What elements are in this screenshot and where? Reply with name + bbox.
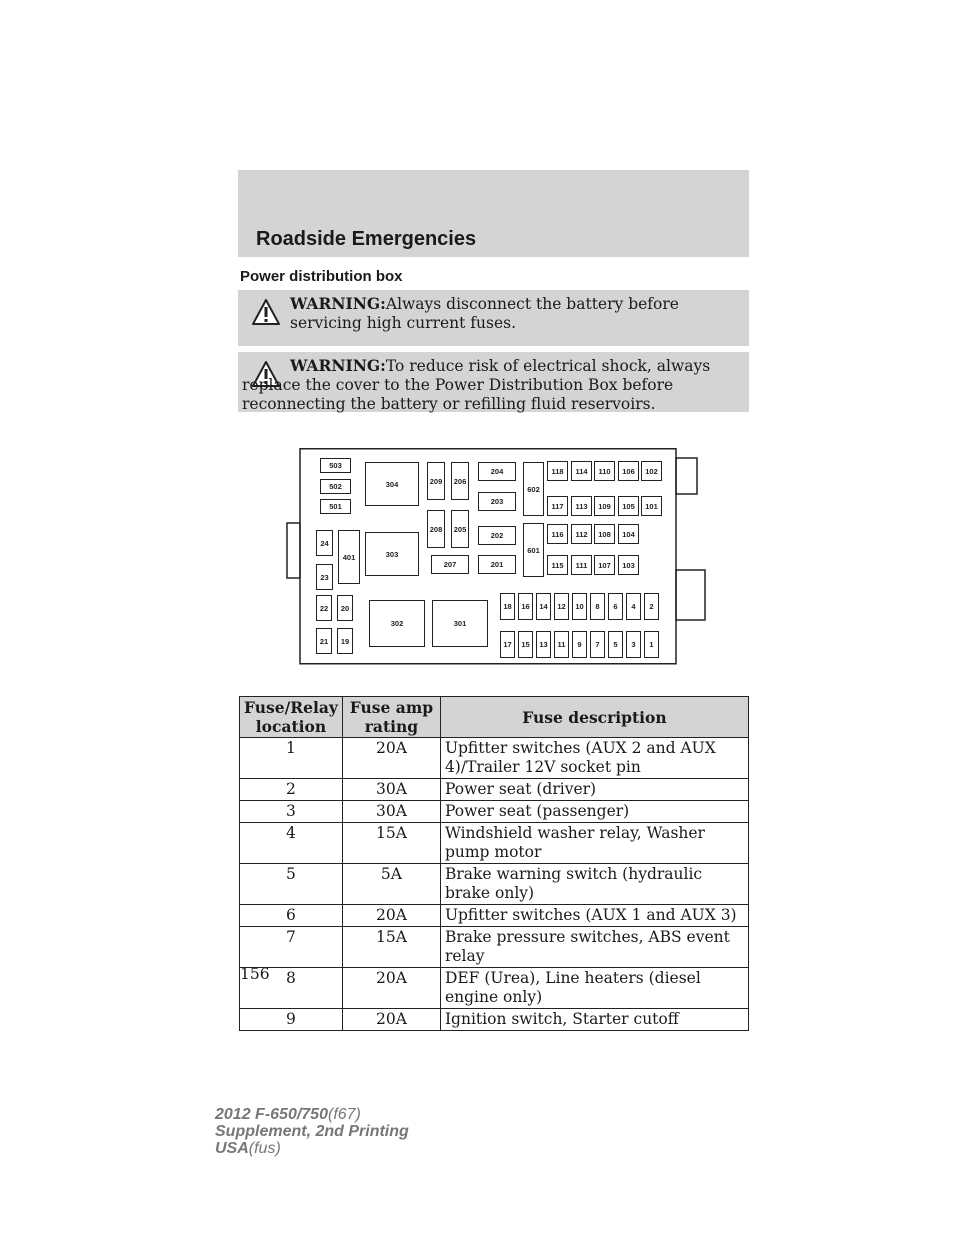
fuse-box-diagram: [286, 448, 706, 666]
cell-description: Brake warning switch (hydraulic brake only): [440, 864, 748, 905]
fuse-17: 17: [500, 631, 515, 658]
cell-location: 1: [240, 738, 343, 779]
fuse-6: 6: [608, 593, 623, 620]
fuse-20: 20: [337, 595, 353, 621]
warning-label: WARNING:: [290, 294, 386, 313]
relay-602: 602: [523, 462, 544, 516]
fuse-4: 4: [626, 593, 641, 620]
cell-location: 7: [240, 927, 343, 968]
relay-304: 304: [365, 462, 419, 506]
table-row: [240, 905, 749, 927]
relay-401: 401: [338, 530, 360, 584]
fuse-502: 502: [320, 479, 351, 494]
cell-description: Upfitter switches (AUX 2 and AUX 4)/Trailer 12V socket pin: [440, 738, 748, 779]
fuse-14: 14: [536, 593, 551, 620]
fuse-16: 16: [518, 593, 533, 620]
fuse-5: 5: [608, 631, 623, 658]
cell-description: Brake pressure switches, ABS event relay: [440, 927, 748, 968]
table-row: [240, 823, 749, 864]
table-row: [240, 968, 749, 1009]
cell-location: 3: [240, 801, 343, 823]
fuse-12: 12: [554, 593, 569, 620]
fuse-207: 207: [431, 555, 469, 574]
fuse-109: 109: [594, 496, 615, 516]
fuse-101: 101: [641, 496, 662, 516]
table-row: [240, 801, 749, 823]
fuse-208: 208: [427, 510, 445, 548]
cell-description: Upfitter switches (AUX 1 and AUX 3): [440, 905, 748, 927]
page-number: 156: [240, 965, 270, 983]
cell-rating: 20A: [342, 905, 440, 927]
footer: [215, 1106, 409, 1157]
fuse-1: 1: [644, 631, 659, 658]
fuse-3: 3: [626, 631, 641, 658]
footer-market-code: (fus): [248, 1140, 281, 1157]
table-row: [240, 927, 749, 968]
cell-description: Power seat (driver): [440, 779, 748, 801]
cell-description: Power seat (passenger): [440, 801, 748, 823]
warning-box-2: [238, 352, 749, 412]
relay-301: 301: [432, 600, 488, 647]
fuse-7: 7: [590, 631, 605, 658]
fuse-501: 501: [320, 499, 351, 514]
footer-edition: Supplement, 2nd Printing: [215, 1123, 409, 1140]
column-header-location: Fuse/Relay location: [240, 697, 343, 738]
fuse-108: 108: [594, 524, 615, 544]
fuse-116: 116: [547, 524, 568, 544]
cell-location: 2: [240, 779, 343, 801]
fuse-206: 206: [451, 462, 469, 500]
page-title: Roadside Emergencies: [256, 228, 477, 250]
fuse-113: 113: [571, 496, 592, 516]
fuse-203: 203: [478, 492, 516, 511]
fuse-21: 21: [316, 628, 332, 654]
footer-model: 2012 F-650/750: [215, 1106, 328, 1123]
fuse-205: 205: [451, 510, 469, 548]
fuse-115: 115: [547, 555, 568, 575]
fuse-117: 117: [547, 496, 568, 516]
fuse-11: 11: [554, 631, 569, 658]
cell-rating: 20A: [342, 1009, 440, 1031]
fuse-503: 503: [320, 458, 351, 473]
cell-location: 6: [240, 905, 343, 927]
fuse-23: 23: [316, 564, 333, 590]
cell-rating: 15A: [342, 823, 440, 864]
warning-text-2: [242, 356, 741, 414]
cell-rating: 30A: [342, 779, 440, 801]
fuse-104: 104: [618, 524, 639, 544]
warning-triangle-icon: [251, 298, 281, 326]
fuse-10: 10: [572, 593, 587, 620]
fuse-8: 8: [590, 593, 605, 620]
cell-rating: 5A: [342, 864, 440, 905]
column-header-rating: Fuse amp rating: [342, 697, 440, 738]
warning-box-1: [238, 290, 749, 346]
fuse-112: 112: [571, 524, 592, 544]
table-header-row: [240, 697, 749, 738]
cell-description: Windshield washer relay, Washer pump motor: [440, 823, 748, 864]
warning-body: To reduce risk of electrical shock, always replace the cover to the Power Distribution Box before reconnecting the battery or refilling fluid reservoirs.: [242, 357, 711, 413]
cell-location: 4: [240, 823, 343, 864]
fuse-15: 15: [518, 631, 533, 658]
table-row: [240, 738, 749, 779]
fuse-18: 18: [500, 593, 515, 620]
cell-rating: 20A: [342, 968, 440, 1009]
cell-description: Ignition switch, Starter cutoff: [440, 1009, 748, 1031]
relay-302: 302: [369, 600, 425, 647]
warning-body: Always disconnect the battery before servicing high current fuses.: [290, 295, 679, 332]
fuse-13: 13: [536, 631, 551, 658]
fuse-204: 204: [478, 462, 516, 481]
cell-rating: 20A: [342, 738, 440, 779]
fuse-202: 202: [478, 526, 516, 545]
cell-description: DEF (Urea), Line heaters (diesel engine only): [440, 968, 748, 1009]
fuse-111: 111: [571, 555, 592, 575]
cell-location: 9: [240, 1009, 343, 1031]
fuse-table: [239, 696, 749, 1031]
fuse-105: 105: [618, 496, 639, 516]
fuse-209: 209: [427, 462, 445, 500]
fuse-24: 24: [316, 530, 333, 556]
fuse-103: 103: [618, 555, 639, 575]
fuse-22: 22: [316, 595, 332, 621]
table-row: [240, 864, 749, 905]
relay-303: 303: [365, 532, 419, 576]
fuse-102: 102: [641, 461, 662, 481]
fuse-107: 107: [594, 555, 615, 575]
fuse-110: 110: [594, 461, 615, 481]
relay-601: 601: [523, 523, 544, 577]
footer-model-code: (f67): [327, 1106, 361, 1123]
cell-rating: 30A: [342, 801, 440, 823]
fuse-118: 118: [547, 461, 568, 481]
section-heading: Power distribution box: [240, 268, 403, 285]
cell-rating: 15A: [342, 927, 440, 968]
column-header-description: Fuse description: [440, 697, 748, 738]
cell-location: 5: [240, 864, 343, 905]
fuse-2: 2: [644, 593, 659, 620]
fuse-114: 114: [571, 461, 592, 481]
footer-market: USA: [215, 1140, 249, 1157]
table-row: [240, 779, 749, 801]
table-row: [240, 1009, 749, 1031]
fuse-9: 9: [572, 631, 587, 658]
fuse-19: 19: [337, 628, 353, 654]
warning-text-1: [290, 294, 741, 333]
fuse-106: 106: [618, 461, 639, 481]
cell-location: 8: [240, 968, 343, 1009]
fuse-201: 201: [478, 555, 516, 574]
warning-label: WARNING:: [290, 356, 386, 375]
